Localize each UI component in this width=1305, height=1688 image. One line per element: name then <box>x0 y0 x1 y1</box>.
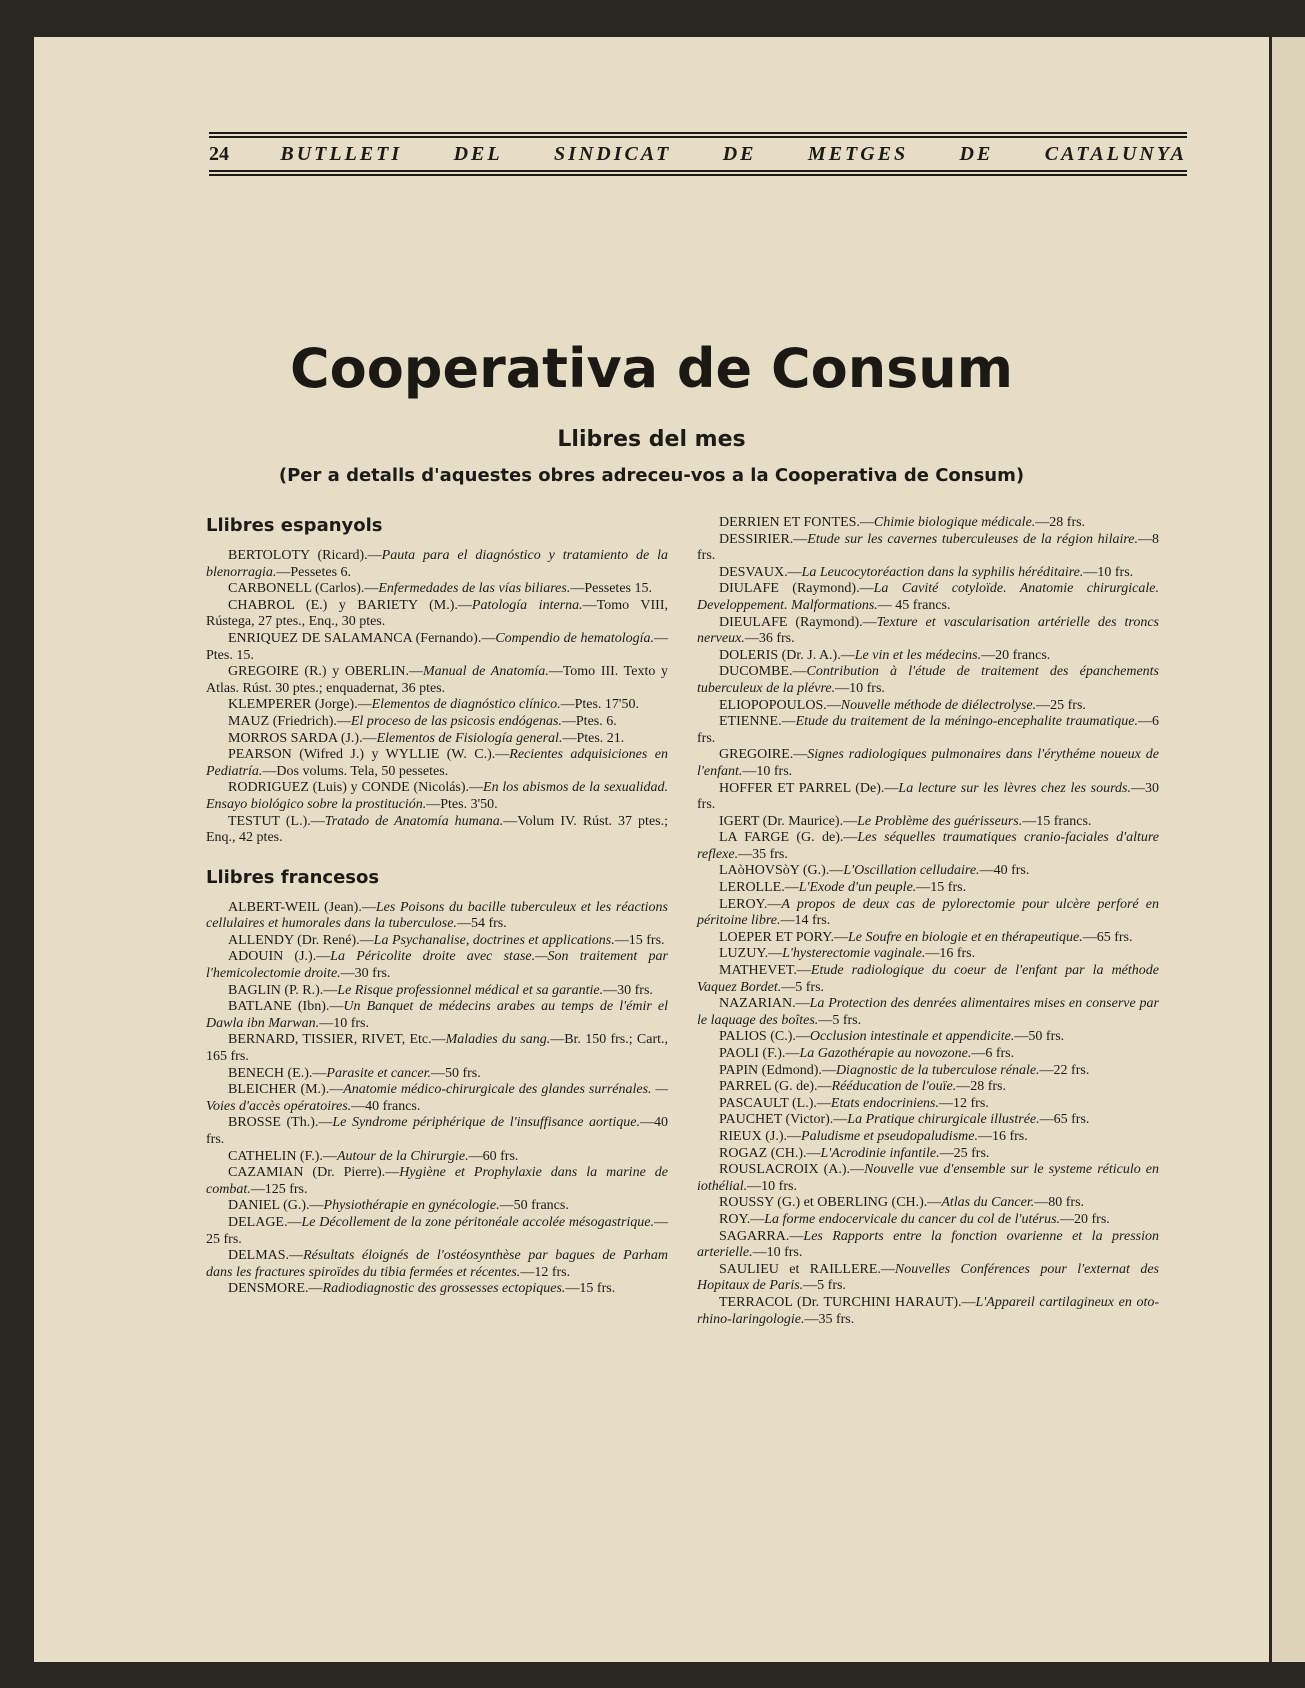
book-price: —6 frs. <box>971 1046 1015 1061</box>
book-price: —25 frs. <box>939 1145 990 1161</box>
left-column <box>206 515 668 1298</box>
book-title: Paludisme et pseudopaludisme. <box>801 1128 978 1144</box>
book-author: BROSSE (Th.).— <box>228 1115 333 1131</box>
right-column <box>697 515 1159 1328</box>
book-price: —60 frs. <box>468 1148 519 1164</box>
book-title: Texture et vascularisation artérielle des troncs nerveux. <box>697 614 1160 647</box>
document-page <box>34 37 1269 1662</box>
book-author: LEROY.— <box>719 896 782 912</box>
page-subtitle: Llibres del mes <box>557 427 746 452</box>
book-title: Parasite et cancer. <box>326 1065 431 1081</box>
book-author: SAGARRA.— <box>719 1228 804 1244</box>
book-title: Hygiène et Prophylaxie dans la marine de combat. <box>206 1165 668 1197</box>
book-entry <box>206 1115 668 1148</box>
book-title: Anatomie médico-chirurgicale des glandes surrénales. — Voies d'accès opératoires. <box>206 1082 668 1114</box>
book-price: —10 frs. <box>835 680 885 696</box>
book-price: —10 frs. <box>742 763 793 779</box>
book-entry <box>697 1129 1159 1146</box>
french-book-list-continued <box>697 515 1159 1328</box>
book-price: —15 frs. <box>565 1281 616 1297</box>
book-entry <box>206 900 668 933</box>
book-author: ALLENDY (Dr. René).— <box>228 932 374 948</box>
book-title: Le Décollement de la zone péritonéale accolée mésogastrique. <box>301 1214 654 1230</box>
book-entry <box>697 615 1159 648</box>
book-title: Tratado de Anatomía humana. <box>324 813 504 829</box>
book-title: Nouvelle méthode de diélectrolyse. <box>840 697 1037 713</box>
header-word: DEL <box>453 143 503 165</box>
book-title: La Gazothérapie au novozone. <box>799 1046 972 1061</box>
book-title: Patología interna. <box>471 597 583 613</box>
book-author: ROGAZ (CH.).— <box>719 1145 821 1161</box>
book-author: BLEICHER (M.).— <box>228 1082 344 1098</box>
book-title: A propos de deux cas de pylorectomie pour ulcère perforé en péritoine libre. <box>697 896 1159 929</box>
book-price: —Dos volums. Tela, 50 pessetes. <box>262 763 449 779</box>
book-title: Résultats éloignés de l'ostéosynthèse par bagues de Parham dans les fractures spiroïdes du tibia fermées et récentes. <box>206 1248 668 1280</box>
book-author: DELAGE.— <box>228 1214 302 1230</box>
book-title: Le Soufre en biologie et en thérapeutique. <box>848 929 1083 945</box>
book-author: DESVAUX.— <box>719 564 802 580</box>
book-price: —35 frs. <box>738 846 788 862</box>
header-rule-bottom-2 <box>209 174 1187 176</box>
book-title: Atlas du Cancer. <box>941 1195 1035 1211</box>
book-author: MORROS SARDA (J.).— <box>228 730 377 746</box>
book-title: Le Syndrome périphérique de l'insuffisance aortique. <box>332 1115 640 1131</box>
book-author: GREGOIRE.— <box>719 747 808 763</box>
header-rule-top <box>209 132 1187 134</box>
book-title: Manual de Anatomía. <box>423 664 549 680</box>
book-author: BATLANE (Ibn).— <box>228 999 344 1015</box>
book-author: BERTOLOTY (Ricard).— <box>228 548 382 563</box>
book-author: GREGOIRE (R.) y OBERLIN.— <box>228 664 423 680</box>
book-title: Etats endocriniens. <box>830 1095 940 1111</box>
header-word: CATALUNYA <box>1044 143 1187 165</box>
book-entry <box>697 714 1159 747</box>
book-entry <box>697 1212 1159 1229</box>
book-price: —65 frs. <box>1082 929 1133 945</box>
book-author: DUCOMBE.— <box>719 664 807 680</box>
book-price: —15 frs. <box>916 880 967 896</box>
book-price: —50 frs. <box>430 1065 481 1081</box>
book-author: DIEULAFE (Raymond).— <box>719 614 877 630</box>
book-author: NAZARIAN.— <box>719 996 810 1012</box>
book-price: —25 frs. <box>206 1214 668 1247</box>
book-price: —Ptes. 17'50. <box>560 697 639 713</box>
book-price: —80 frs. <box>1034 1195 1085 1211</box>
book-title: La Péricolite droite avec stase.—Son traitement par l'hemicolectomie droite. <box>206 949 668 982</box>
book-entry <box>697 814 1159 831</box>
book-entry <box>697 963 1159 996</box>
book-author: LAòHOVSòY (G.).— <box>719 863 844 879</box>
book-title: Contribution à l'étude de traitement des épanchements tuberculeux de la plévre. <box>697 664 1159 696</box>
book-title: L'Acrodinie infantile. <box>820 1145 940 1161</box>
book-author: TERRACOL (Dr. TURCHINI HARAUT).— <box>719 1294 976 1310</box>
book-author: ELIOPOPOULOS.— <box>719 697 841 713</box>
page-title: Cooperativa de Consum <box>289 337 1014 400</box>
book-price: —8 frs. <box>697 531 1159 564</box>
book-price: —Tomo III. Texto y Atlas. Rúst. 30 ptes.; enquadernat, 36 ptes. <box>206 664 668 696</box>
book-price: —25 frs. <box>1036 697 1086 713</box>
header-word: BUTLLETI <box>280 143 403 165</box>
book-entry <box>206 697 668 714</box>
book-title: Radiodiagnostic des grossesses ectopiques. <box>322 1281 566 1297</box>
book-title: Le Risque professionnel médical et sa garantie. <box>337 982 604 998</box>
book-author: MATHEVET.— <box>719 963 811 979</box>
book-price: —10 frs. <box>1083 564 1134 580</box>
book-title: Occlusion intestinale et appendicite. <box>809 1029 1015 1045</box>
book-title: La Psychanalise, doctrines et applications. <box>373 932 615 948</box>
book-entry <box>697 1096 1159 1113</box>
adjacent-page-edge <box>1272 37 1305 1662</box>
book-entry <box>206 999 668 1032</box>
book-entry <box>697 1146 1159 1163</box>
book-entry <box>697 664 1159 697</box>
book-price: —Ptes. 3'50. <box>426 796 498 812</box>
book-price: —28 frs. <box>1035 515 1086 530</box>
book-price: —Pessetes 6. <box>276 564 352 580</box>
book-price: —36 frs. <box>744 631 795 647</box>
book-title: En los abismos de la sexualidad. Ensayo biológico sobre la prostitución. <box>206 780 668 812</box>
header-rule-bottom <box>209 170 1187 172</box>
book-price: —30 frs. <box>603 982 653 998</box>
book-author: ENRIQUEZ DE SALAMANCA (Fernando).— <box>228 630 496 646</box>
book-price: —30 frs. <box>340 966 391 982</box>
book-title: L'Exode d'un peuple. <box>798 880 917 896</box>
book-entry <box>697 897 1159 930</box>
book-entry <box>206 1165 668 1198</box>
book-author: CARBONELL (Carlos).— <box>228 581 379 597</box>
book-entry <box>206 933 668 950</box>
book-price: —40 frs. <box>979 863 1030 879</box>
book-title: La forme endocervicale du cancer du col de l'utérus. <box>764 1211 1061 1227</box>
book-title: Diagnostic de la tuberculose rénale. <box>835 1062 1040 1078</box>
book-entry <box>697 1079 1159 1096</box>
header-word: DE <box>959 143 994 165</box>
book-price: —28 frs. <box>956 1079 1006 1095</box>
book-entry <box>206 1032 668 1065</box>
book-author: DOLERIS (Dr. J. A.).— <box>719 647 855 663</box>
book-entry <box>206 1149 668 1166</box>
book-title: Etude du traitement de la méningo-encephalite traumatique. <box>795 714 1138 730</box>
book-entry <box>206 983 668 1000</box>
book-price: —20 francs. <box>981 647 1051 663</box>
book-author: DENSMORE.— <box>228 1281 323 1297</box>
book-price: —Volum IV. Rúst. 37 ptes.; Enq., 42 ptes. <box>206 813 668 846</box>
book-price: —40 francs. <box>351 1098 421 1114</box>
book-entry <box>697 1029 1159 1046</box>
book-price: —40 frs. <box>206 1115 668 1147</box>
book-price: —125 frs. <box>250 1181 308 1197</box>
book-author: PARREL (G. de).— <box>719 1079 832 1095</box>
book-price: —10 frs. <box>319 1015 369 1031</box>
book-entry <box>206 1066 668 1083</box>
book-price: —6 frs. <box>697 714 1159 746</box>
book-price: —15 frs. <box>614 932 665 948</box>
book-author: ROY.— <box>719 1211 765 1227</box>
book-title: Autour de la Chirurgie. <box>336 1148 469 1164</box>
book-price: —5 frs. <box>803 1278 846 1294</box>
book-author: ALBERT-WEIL (Jean).— <box>228 899 376 915</box>
book-title: Etude sur les cavernes tuberculeuses de la région hilaire. <box>807 531 1138 547</box>
book-entry <box>697 532 1159 565</box>
book-entry <box>697 930 1159 947</box>
header-word: METGES <box>807 143 909 165</box>
book-price: —16 frs. <box>977 1128 1028 1144</box>
book-title: Recientes adquisiciones en Pediatría. <box>206 747 668 779</box>
book-entry <box>697 515 1159 532</box>
book-entry <box>697 581 1159 614</box>
book-entry <box>206 548 668 581</box>
book-title: El proceso de las psicosis endógenas. <box>350 713 562 729</box>
book-author: PAUCHET (Victor).— <box>719 1112 848 1128</box>
book-title: Enfermedades de las vías biliares. <box>378 581 571 597</box>
book-author: LOEPER ET PORY.— <box>719 929 849 945</box>
book-author: RODRIGUEZ (Luis) y CONDE (Nicolás).— <box>228 780 484 796</box>
header-word: SINDICAT <box>553 143 672 165</box>
book-entry <box>206 714 668 731</box>
book-entry <box>206 581 668 598</box>
book-entry <box>206 664 668 697</box>
book-entry <box>206 631 668 664</box>
book-price: —16 frs. <box>925 946 976 962</box>
book-entry <box>697 863 1159 880</box>
book-price: —35 frs. <box>804 1311 855 1327</box>
section-title-spanish: Llibres espanyols <box>206 515 383 536</box>
book-entry <box>697 781 1159 814</box>
book-price: —Ptes. 6. <box>561 713 617 729</box>
spanish-book-list <box>206 548 668 847</box>
book-entry <box>697 880 1159 897</box>
header-rule-top-2 <box>209 136 1187 138</box>
book-entry <box>697 1295 1159 1328</box>
book-author: PAOLI (F.).— <box>719 1046 800 1061</box>
book-author: LEROLLE.— <box>719 880 799 896</box>
book-title: L'hysterectomie vaginale. <box>782 946 926 962</box>
book-author: IGERT (Dr. Maurice).— <box>719 813 858 829</box>
book-entry <box>206 1215 668 1248</box>
book-entry <box>206 949 668 982</box>
book-title: Pauta para el diagnóstico y tratamiento de la blenorragia. <box>206 548 668 580</box>
book-price: —50 francs. <box>499 1198 569 1214</box>
book-title: La Protection des denrées alimentaires mises en conserve par le laquage des boîtes. <box>697 996 1159 1028</box>
book-entry <box>206 780 668 813</box>
book-title: La lecture sur les lèvres chez les sourds. <box>898 780 1131 796</box>
book-author: KLEMPERER (Jorge).— <box>228 697 372 713</box>
book-title: La Pratique chirurgicale illustrée. <box>847 1112 1040 1128</box>
book-title: L'Appareil cartilagineux en oto-rhino-laringologie. <box>697 1294 1160 1327</box>
book-entry <box>697 1112 1159 1129</box>
book-author: SAULIEU et RAILLERE.— <box>719 1261 895 1277</box>
book-title: Les Rapports entre la fonction ovarienne et la pression arterielle. <box>697 1228 1159 1261</box>
book-author: BERNARD, TISSIER, RIVET, Etc.— <box>228 1032 446 1048</box>
book-title: Le Problème des guérisseurs. <box>857 813 1023 829</box>
book-price: —Tomo VIII, Rústega, 27 ptes., Enq., 30 ptes. <box>206 597 669 630</box>
header-line <box>209 140 1187 170</box>
running-header <box>209 132 1187 178</box>
book-author: DELMAS.— <box>228 1248 304 1264</box>
book-entry <box>697 1063 1159 1080</box>
book-entry <box>206 731 668 748</box>
book-entry <box>697 1046 1159 1063</box>
book-author: DANIEL (G.).— <box>228 1198 324 1214</box>
book-price: —5 frs. <box>818 1012 862 1028</box>
book-entry <box>206 814 668 847</box>
book-title: La Leucocytoréaction dans la syphilis héréditaire. <box>801 564 1084 580</box>
book-author: LA FARGE (G. de).— <box>719 830 858 846</box>
book-author: ETIENNE.— <box>719 714 796 730</box>
book-entry <box>697 648 1159 665</box>
page-number: 24 <box>209 143 229 165</box>
book-price: —Ptes. 15. <box>206 630 668 663</box>
book-price: —12 frs. <box>939 1095 989 1111</box>
book-title: Etude radiologique du coeur de l'enfant par la méthode Vaquez Bordet. <box>697 963 1159 995</box>
book-price: —5 frs. <box>781 979 825 995</box>
book-author: ROUSLACROIX (A.).— <box>719 1162 865 1178</box>
book-price: —22 frs. <box>1039 1062 1090 1078</box>
book-author: PASCAULT (L.).— <box>719 1095 831 1111</box>
book-price: — 45 francs. <box>877 597 951 613</box>
book-title: La Cavité cotyloïde. Anatomie chirurgicale. Developpement. Malformations. <box>697 581 1159 613</box>
book-entry <box>206 1248 668 1281</box>
book-entry <box>697 747 1159 780</box>
book-entry <box>206 1082 668 1115</box>
book-author: MAUZ (Friedrich).— <box>228 713 351 729</box>
header-word: DE <box>722 143 757 165</box>
book-title: Chimie biologique médicale. <box>873 515 1036 530</box>
book-author: BAGLIN (P. R.).— <box>228 982 338 998</box>
book-title: Compendio de hematología. <box>495 630 654 646</box>
book-title: Signes radiologiques pulmonaires dans l'érythéme noueux de l'enfant. <box>697 747 1159 779</box>
book-price: —14 frs. <box>780 913 831 929</box>
book-title: Nouvelles Conférences pour l'externat des Hopitaux de Paris. <box>697 1261 1159 1294</box>
book-author: DESSIRIER.— <box>719 531 808 547</box>
book-price: —15 francs. <box>1022 813 1092 829</box>
book-price: —12 frs. <box>520 1264 571 1280</box>
book-author: DERRIEN ET FONTES.— <box>719 515 874 530</box>
book-price: —Br. 150 frs.; Cart., 165 frs. <box>206 1032 668 1065</box>
book-author: RIEUX (J.).— <box>719 1128 802 1144</box>
book-author: ADOUIN (J.).— <box>228 949 331 965</box>
book-entry <box>697 830 1159 863</box>
book-title: Les séquelles traumatiques cranio-faciales d'alture reflexe. <box>697 830 1159 862</box>
book-price: —54 frs. <box>456 916 507 932</box>
book-author: TESTUT (L.).— <box>228 813 325 829</box>
book-entry <box>697 946 1159 963</box>
book-title: L'Oscillation celludaire. <box>843 863 980 879</box>
section-title-french: Llibres francesos <box>206 866 380 888</box>
book-author: BENECH (E.).— <box>228 1065 327 1081</box>
book-title: Le vin et les médecins. <box>854 647 982 663</box>
book-price: —Ptes. 21. <box>562 730 625 746</box>
book-author: PAPIN (Edmond).— <box>719 1062 836 1078</box>
book-author: DIULAFE (Raymond).— <box>719 581 874 597</box>
book-title: Rééducation de l'ouïe. <box>831 1079 957 1095</box>
book-entry <box>697 1229 1159 1262</box>
book-title: Nouvelle vue d'ensemble sur le systeme réticulo en iothélial. <box>697 1162 1159 1194</box>
french-book-list <box>206 900 668 1298</box>
book-price: —10 frs. <box>752 1245 803 1261</box>
book-price: —10 frs. <box>747 1178 797 1194</box>
book-price: —65 frs. <box>1039 1112 1090 1128</box>
book-author: CHABROL (E.) y BARIETY (M.).— <box>228 597 472 613</box>
book-price: —50 frs. <box>1014 1029 1065 1045</box>
book-entry <box>206 598 668 631</box>
book-entry <box>697 996 1159 1029</box>
book-title: Un Banquet de médecins arabes au temps de l'émir el Dawla ibn Marwan. <box>206 999 668 1031</box>
book-author: HOFFER ET PARREL (De).— <box>719 780 899 796</box>
book-price: —30 frs. <box>697 780 1159 813</box>
book-price: —20 frs. <box>1060 1211 1110 1227</box>
book-title: Maladies du sang. <box>445 1032 551 1048</box>
book-title: Elementos de diagnóstico clínico. <box>371 697 561 713</box>
book-entry <box>206 1198 668 1215</box>
book-price: —Pessetes 15. <box>570 581 652 597</box>
book-title: Physiothérapie en gynécologie. <box>323 1198 500 1214</box>
book-author: CAZAMIAN (Dr. Pierre).— <box>228 1165 400 1181</box>
book-title: Les Poisons du bacille tuberculeux et les réactions cellulaires et humorales dans la tuberculose. <box>206 899 668 932</box>
book-entry <box>206 1281 668 1298</box>
book-author: LUZUY.— <box>719 946 783 962</box>
book-entry <box>697 1162 1159 1195</box>
book-author: PEARSON (Wifred J.) y WYLLIE (W. C.).— <box>228 747 510 763</box>
book-entry <box>697 698 1159 715</box>
book-author: PALIOS (C.).— <box>719 1029 810 1045</box>
page-note: (Per a detalls d'aquestes obres adreceu-vos a la Cooperativa de Consum) <box>278 465 1025 486</box>
book-entry <box>697 1195 1159 1212</box>
book-author: ROUSSY (G.) et OBERLING (CH.).— <box>719 1195 942 1211</box>
book-entry <box>697 1262 1159 1295</box>
book-entry <box>697 565 1159 582</box>
book-title: Elementos de Fisiología general. <box>376 730 563 746</box>
book-author: CATHELIN (F.).— <box>228 1148 337 1164</box>
book-entry <box>206 747 668 780</box>
